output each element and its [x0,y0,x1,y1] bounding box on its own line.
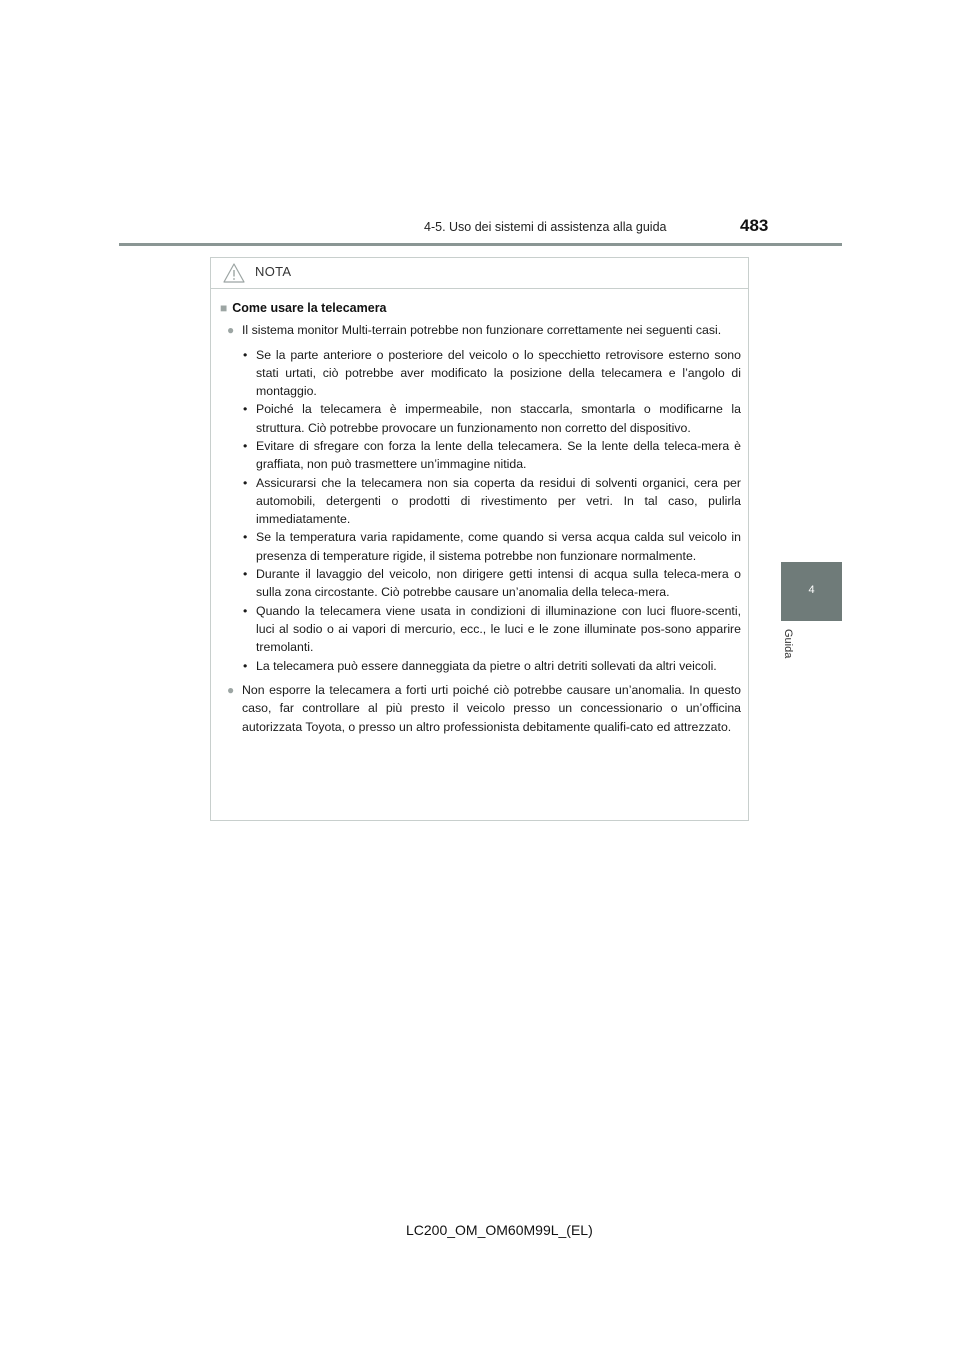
chapter-label: Guida [782,629,794,659]
sub-list-item [243,657,741,675]
section-heading [220,300,741,317]
section-heading-text: Come usare la telecamera [232,301,387,315]
sub-list [220,346,741,675]
header-divider [119,243,842,246]
chapter-label-container [778,627,808,667]
dot-bullet-icon: • [243,347,248,362]
sub-list-item-text: Se la temperatura varia rapidamente, come quando si versa acqua calda sul veicolo in presenza di temperature rigide, il sistema potrebbe non funzionare normalmente. [256,530,741,563]
section-title: 4-5. Uso dei sistemi di assistenza alla guida [424,220,667,234]
circle-bullet-icon: ● [227,323,235,337]
dot-bullet-icon: • [243,658,248,673]
note-item [220,321,741,340]
page-number: 483 [740,216,769,235]
sub-list-item [243,602,741,657]
dot-bullet-icon: • [243,438,248,453]
dot-bullet-icon: • [243,402,248,417]
note-item-text: Non esporre la telecamera a forti urti poiché ciò potrebbe causare un’anomalia. In questo caso, far controllare al più presto il veicolo presso un concessionario o un’officina autorizzata Toyota, o presso un altro professionista debitamente qualifi-cato ed attrezzato. [242,682,741,734]
sub-list-item [243,400,741,437]
note-header [211,258,748,289]
note-box [210,257,749,821]
sub-list-item-text: Durante il lavaggio del veicolo, non dirigere getti intensi di acqua sulla teleca-mera o sulla zona circostante. Ciò potrebbe causare un’anomalia della teleca-mera. [256,567,741,600]
sub-list-item-text: Quando la telecamera viene usata in condizioni di illuminazione con luci fluore-scenti, luci al sodio o ai vapori di mercurio, ecc., le luci e le zone illuminate pos-sono apparire tremolanti. [256,603,741,655]
circle-bullet-icon: ● [227,682,235,697]
sub-list-item [243,346,741,401]
note-body [211,300,748,736]
dot-bullet-icon: • [243,567,248,582]
sub-list-item [243,437,741,474]
note-title: NOTA [255,264,292,279]
chapter-tab [781,562,842,621]
warning-icon [223,263,245,283]
sub-list-item [243,474,741,529]
chapter-number: 4 [808,584,815,596]
note-item [220,681,741,737]
sub-list-item-text: Evitare di sfregare con forza la lente della telecamera. Se la lente della teleca-mera è graffiata, non può trasmettere un’immagine nitida. [256,438,741,472]
dot-bullet-icon: • [243,475,248,490]
dot-bullet-icon: • [243,530,248,545]
sub-list-item-text: Se la parte anteriore o posteriore del veicolo o lo specchietto retrovisore esterno sono stati urtati, ciò potrebbe aver modificato la posizione della telecamera e l’angolo di montaggio. [256,347,741,399]
sub-list-item-text: La telecamera può essere danneggiata da pietre o altri detriti sollevati da altri veicoli. [256,658,717,673]
sub-list-item-text: Assicurarsi che la telecamera non sia coperta da residui di solventi organici, cera per automobili, detergenti o prodotti di rivestimento per vetri. In tal caso, pulirla immediatamente. [256,475,741,527]
document-code: LC200_OM_OM60M99L_(EL) [406,1222,593,1238]
sub-list-item [243,565,741,602]
dot-bullet-icon: • [243,603,248,618]
note-item-text: Il sistema monitor Multi-terrain potrebbe non funzionare correttamente nei seguenti casi. [242,323,722,337]
sub-list-item-text: Poiché la telecamera è impermeabile, non staccarla, smontarla o modificarne la struttura. Ciò potrebbe provocare un funzionamento non corretto del dispositivo. [256,402,741,435]
square-bullet-icon: ■ [220,301,228,315]
sub-list-item [243,528,741,565]
